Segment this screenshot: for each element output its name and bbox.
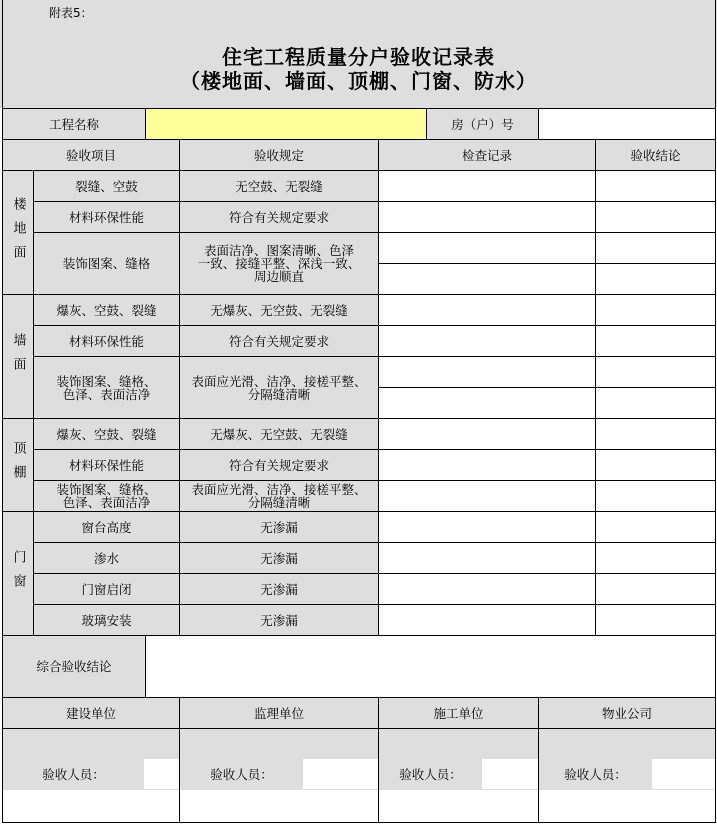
grid-line: [378, 139, 379, 636]
row-item: 材料环保性能: [68, 457, 144, 473]
appendix-label: 附表5：: [49, 6, 93, 20]
row-rule: 符合有关规定要求: [228, 457, 329, 473]
grid-line: [179, 697, 180, 823]
group-label-wall: 墙面: [10, 332, 26, 381]
grid-line: [2, 0, 3, 823]
row-item: 玻璃安装: [81, 612, 132, 628]
row-rule: 表面应光滑、洁净、接槎平整、 分隔缝清晰: [191, 373, 367, 402]
person-label: 验收人员：: [42, 766, 105, 782]
row-item: 装饰图案、缝格、 色泽、表面洁净: [56, 482, 157, 510]
group-label-doors-windows: 门窗: [10, 549, 26, 598]
row-rule: 无渗漏: [260, 581, 298, 597]
unit-name-supervision: 监理单位: [253, 705, 304, 721]
row-item: 裂缝、空鼓: [75, 178, 138, 194]
header-rule: 验收规定: [253, 147, 304, 163]
person-field-supervision[interactable]: [303, 759, 378, 789]
page-subtitle: （楼地面、墙面、顶棚、门窗、防水）: [180, 69, 537, 93]
grid-line: [426, 108, 427, 140]
row-rule: 无渗漏: [260, 612, 298, 628]
person-field-property[interactable]: [652, 759, 715, 789]
summary-field[interactable]: [146, 636, 715, 697]
unit-name-builder: 施工单位: [433, 705, 484, 721]
grid-line: [33, 480, 716, 481]
person-label: 验收人员：: [210, 766, 273, 782]
group-label-floor: 楼地面: [10, 196, 26, 269]
row-item: 爆灰、空鼓、裂缝: [56, 426, 157, 442]
row-item: 装饰图案、缝格、 色泽、表面洁净: [56, 373, 157, 402]
grid-line: [2, 418, 716, 419]
group-label-ceiling: 顶棚: [10, 441, 26, 489]
grid-line: [2, 511, 716, 512]
header-conclusion: 验收结论: [630, 147, 681, 163]
page-title: 住宅工程质量分户验收记录表: [222, 45, 495, 69]
row-item: 材料环保性能: [68, 209, 144, 225]
header-item: 验收项目: [65, 147, 116, 163]
row-rule: 符合有关规定要求: [228, 333, 329, 349]
row-rule: 无渗漏: [260, 519, 298, 535]
row-rule: 符合有关规定要求: [228, 209, 329, 225]
grid-line: [378, 697, 379, 823]
grid-line: [33, 232, 716, 233]
room-number-field[interactable]: [539, 109, 715, 139]
row-rule: 无爆灰、无空鼓、无裂缝: [210, 426, 348, 442]
row-item: 渗水: [93, 550, 119, 566]
person-label: 验收人员：: [564, 766, 627, 782]
unit-name-property: 物业公司: [601, 705, 652, 721]
grid-line: [33, 356, 716, 357]
grid-line: [2, 170, 716, 171]
unit-name-construction: 建设单位: [65, 705, 116, 721]
grid-line: [33, 201, 716, 202]
room-number-label: 房（户）号: [451, 116, 514, 132]
grid-line: [2, 697, 716, 698]
row-item: 爆灰、空鼓、裂缝: [56, 302, 157, 318]
grid-line: [538, 697, 539, 823]
grid-line: [33, 573, 716, 574]
grid-line: [145, 108, 146, 140]
grid-line: [2, 108, 716, 109]
grid-line: [2, 139, 716, 140]
grid-line: [2, 728, 716, 729]
sign-bottom-strip: [3, 790, 715, 822]
grid-line: [715, 0, 716, 823]
grid-line: [33, 170, 34, 636]
grid-line: [179, 139, 180, 636]
grid-line: [2, 822, 716, 823]
row-item: 窗台高度: [81, 519, 132, 535]
grid-line: [145, 635, 146, 698]
row-rule: 无渗漏: [260, 550, 298, 566]
header-record: 检查记录: [461, 147, 512, 163]
person-label: 验收人员：: [399, 766, 462, 782]
row-rule: 表面应光滑、洁净、接槎平整、 分隔缝清晰: [191, 482, 367, 510]
grid-line: [33, 449, 716, 450]
record-cell[interactable]: [379, 171, 595, 635]
row-item: 门窗启闭: [81, 581, 132, 597]
row-rule: 无爆灰、无空鼓、无裂缝: [210, 302, 348, 318]
row-item: 材料环保性能: [68, 333, 144, 349]
row-rule: 表面洁净、图案清晰、色泽 一致、接缝平整、深浅一致、 周边顺直: [197, 243, 361, 284]
grid-line: [378, 263, 716, 264]
row-item: 装饰图案、缝格: [62, 256, 151, 271]
grid-line: [33, 542, 716, 543]
grid-line: [538, 108, 539, 140]
grid-line: [2, 635, 716, 636]
grid-line: [378, 387, 716, 388]
person-field-builder[interactable]: [482, 759, 538, 789]
row-rule: 无空鼓、无裂缝: [235, 178, 323, 194]
project-name-label: 工程名称: [48, 116, 99, 132]
project-name-field[interactable]: [146, 109, 426, 139]
person-field-construction[interactable]: [144, 759, 179, 789]
summary-label: 综合验收结论: [36, 659, 112, 674]
conclusion-cell[interactable]: [596, 171, 715, 635]
grid-line: [595, 139, 596, 636]
grid-line: [33, 604, 716, 605]
grid-line: [33, 325, 716, 326]
grid-line: [2, 294, 716, 295]
